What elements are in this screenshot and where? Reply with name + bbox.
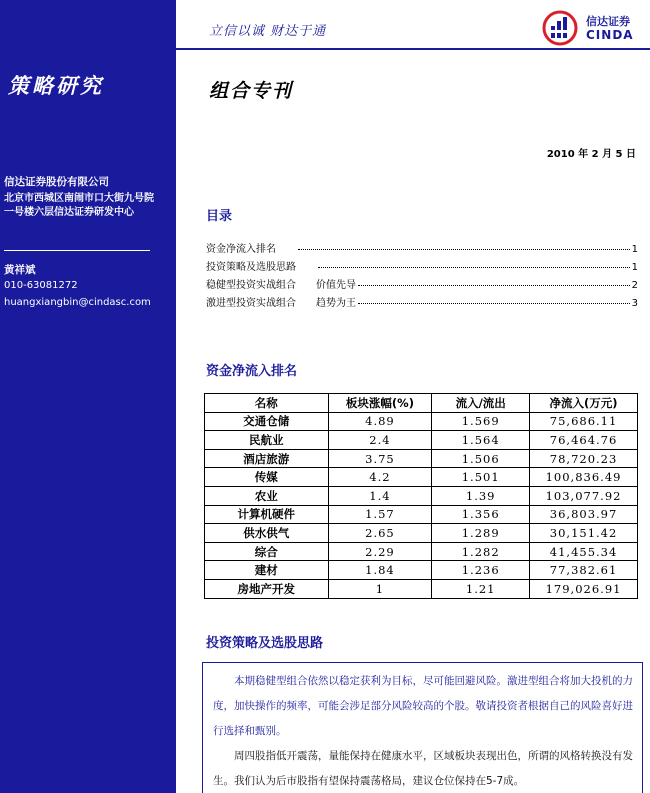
fund-flow-title: 资金净流入排名 [206, 364, 298, 379]
toc-item[interactable] [206, 258, 638, 276]
sector-name: 传媒 [205, 468, 329, 487]
toc-item-title: 激进型投资实战组合 [206, 298, 296, 309]
net-inflow: 36,803.97 [530, 505, 638, 524]
table-row [205, 561, 638, 580]
inflow-ratio: 1.289 [432, 524, 530, 543]
toc-leader-dots [358, 285, 630, 286]
net-inflow: 76,464.76 [530, 431, 638, 450]
sector-name: 供水供气 [205, 524, 329, 543]
sector-change: 1 [328, 579, 432, 598]
table-row [205, 412, 638, 431]
inflow-ratio: 1.21 [432, 579, 530, 598]
logo-chinese-text: 信达证券 [586, 15, 630, 28]
table-row [205, 431, 638, 450]
table-row [205, 449, 638, 468]
strategy-paragraph: 本期稳健型组合依然以稳定获利为目标，尽可能回避风险。激进型组合将加大投机的力度，加快操作的频率，可能会涉足部分风险较高的个股。敬请投资者根据自己的风险喜好进行选择和甄别。 [213, 675, 633, 737]
toc-leader-dots [298, 249, 630, 250]
sidebar-divider [4, 250, 150, 251]
toc-item-title: 投资策略及选股思路 [206, 262, 296, 273]
sector-change: 4.2 [328, 468, 432, 487]
sector-name: 建材 [205, 561, 329, 580]
column-header: 流入/流出 [432, 394, 530, 413]
toc-item-page: 3 [631, 298, 638, 309]
table-row [205, 505, 638, 524]
sector-change: 1.84 [328, 561, 432, 580]
sector-name: 农业 [205, 486, 329, 505]
sector-name: 交通仓储 [205, 412, 329, 431]
toc-item[interactable] [206, 276, 638, 294]
table-header-row [205, 394, 638, 413]
net-inflow: 103,077.92 [530, 486, 638, 505]
toc-item-page: 2 [631, 280, 638, 291]
toc-leader-dots [318, 267, 630, 268]
toc-item-title: 资金净流入排名 [206, 244, 276, 255]
net-inflow: 77,382.61 [530, 561, 638, 580]
strategy-title: 投资策略及选股思路 [206, 636, 324, 651]
net-inflow: 30,151.42 [530, 524, 638, 543]
column-header: 净流入(万元) [530, 394, 638, 413]
toc-item-title: 稳健型投资实战组合 [206, 280, 296, 291]
sector-name: 民航业 [205, 431, 329, 450]
department-title: 策略研究 [8, 73, 104, 98]
toc-item-subtitle: 价值先导 [316, 280, 356, 291]
column-header: 板块涨幅(%) [328, 394, 432, 413]
inflow-ratio: 1.501 [432, 468, 530, 487]
sector-change: 2.4 [328, 431, 432, 450]
toc-item[interactable] [206, 294, 638, 312]
sidebar [0, 0, 176, 793]
net-inflow: 100,836.49 [530, 468, 638, 487]
toc-item-subtitle: 趋势为王 [316, 298, 356, 309]
sector-change: 1.4 [328, 486, 432, 505]
table-row [205, 542, 638, 561]
toc-item-page: 1 [631, 244, 638, 255]
table-of-contents [206, 240, 638, 312]
inflow-ratio: 1.356 [432, 505, 530, 524]
sector-change: 1.57 [328, 505, 432, 524]
strategy-paragraph: 周四股指低开震荡，量能保持在健康水平，区域板块表现出色，所谓的风格转换没有发生。我们认为后市股指有望保持震荡格局，建议仓位保持在5-7成。 [213, 750, 633, 787]
column-header: 名称 [205, 394, 329, 413]
table-row [205, 486, 638, 505]
toc-leader-dots [358, 303, 630, 304]
inflow-ratio: 1.564 [432, 431, 530, 450]
company-address: 北京市西城区南闹市口大街九号院一号楼六层信达证券研发中心 [4, 193, 154, 218]
table-row [205, 524, 638, 543]
sector-change: 2.65 [328, 524, 432, 543]
analyst-email[interactable]: huangxiangbin@cindasc.com [4, 297, 151, 308]
cinda-logo-icon [542, 10, 578, 46]
inflow-ratio: 1.236 [432, 561, 530, 580]
toc-title: 目录 [206, 209, 233, 224]
sector-change: 4.89 [328, 412, 432, 431]
company-slogan: 立信以诚 财达于通 [209, 24, 327, 39]
inflow-ratio: 1.39 [432, 486, 530, 505]
company-name: 信达证券股份有限公司 [4, 176, 109, 188]
report-date: 2010 年 2 月 5 日 [546, 149, 636, 160]
sector-name: 房地产开发 [205, 579, 329, 598]
sector-name: 计算机硬件 [205, 505, 329, 524]
net-inflow: 75,686.11 [530, 412, 638, 431]
logo-english-text: CINDA [586, 28, 634, 42]
sector-name: 综合 [205, 542, 329, 561]
sector-change: 2.29 [328, 542, 432, 561]
net-inflow: 41,455.34 [530, 542, 638, 561]
inflow-ratio: 1.506 [432, 449, 530, 468]
toc-item[interactable] [206, 240, 638, 258]
report-type-title: 组合专刊 [209, 80, 294, 102]
sector-change: 3.75 [328, 449, 432, 468]
header-rule [176, 48, 650, 50]
inflow-ratio: 1.569 [432, 412, 530, 431]
table-row [205, 579, 638, 598]
analyst-name: 黄祥斌 [4, 264, 36, 276]
inflow-ratio: 1.282 [432, 542, 530, 561]
toc-item-page: 1 [631, 262, 638, 273]
sector-name: 酒店旅游 [205, 449, 329, 468]
strategy-text-box [202, 662, 643, 793]
fund-flow-table [204, 393, 638, 599]
table-row [205, 468, 638, 487]
net-inflow: 78,720.23 [530, 449, 638, 468]
cinda-logo [542, 10, 642, 46]
net-inflow: 179,026.91 [530, 579, 638, 598]
analyst-phone: 010-63081272 [4, 280, 78, 291]
